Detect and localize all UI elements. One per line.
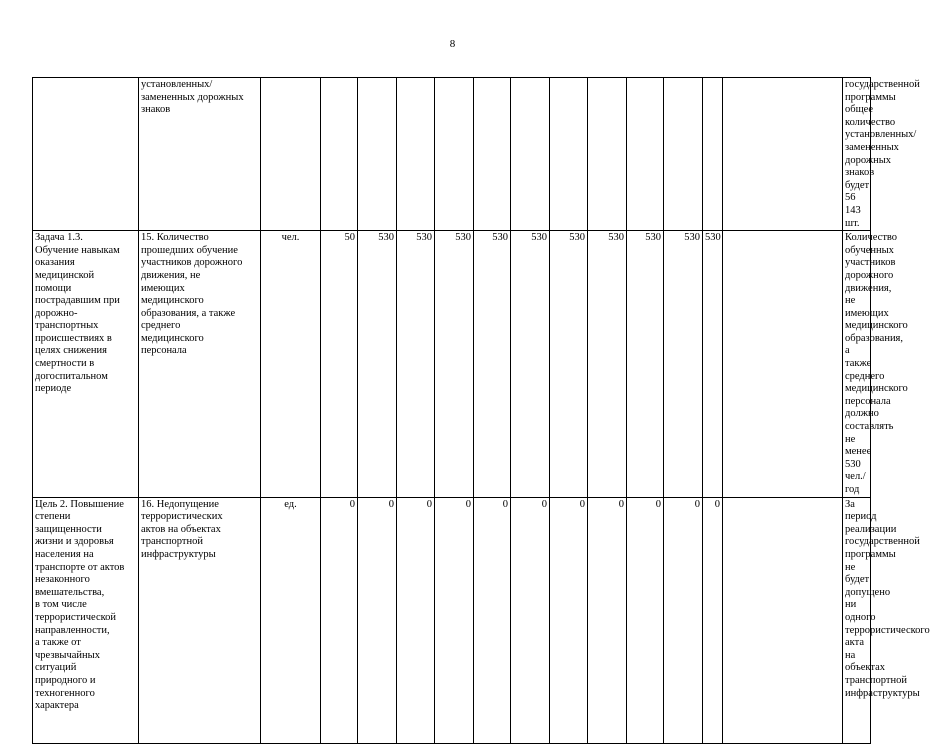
- goal-cell: Цель 2. Повышение степени защищенности жизни и здоровья населения на транспорте от актов незаконного вмешательства, в том числе террористической направленности, а также от чрезвычайных ситуаций природного и техногенного характера: [33, 497, 139, 743]
- unit-cell: ед.: [261, 497, 321, 743]
- value-cell: 0: [397, 497, 435, 743]
- value-cell: 0: [435, 497, 474, 743]
- note-cell: За период реализации государственной программы не будет допущено ни одного террористического акта на объектах транспортной инфраструктуры: [843, 497, 871, 743]
- indicator-cell: установленных/ замененных дорожных знаков: [139, 78, 261, 231]
- note-cell: государственной программы общее количество установленных/ замененных дорожных знаков будет 56 143 шт.: [843, 78, 871, 231]
- note-cell: Количество обученных участников дорожного движения, не имеющих медицинского образования, а также среднего медицинского персонала должно составлять не менее 530 чел./год: [843, 231, 871, 497]
- empty-cell: [723, 231, 843, 497]
- value-cell: [703, 78, 723, 231]
- unit-cell: [261, 78, 321, 231]
- value-cell: [397, 78, 435, 231]
- empty-cell: [723, 497, 843, 743]
- value-cell: 0: [358, 497, 397, 743]
- value-cell: [474, 78, 511, 231]
- table-row: [33, 231, 871, 497]
- value-cell: 0: [321, 497, 358, 743]
- page-number: 8: [449, 38, 456, 50]
- empty-cell: [723, 78, 843, 231]
- value-cell: [664, 78, 703, 231]
- indicator-cell: 16. Недопущение террористических актов на объектах транспортной инфраструктуры: [139, 497, 261, 743]
- value-cell: 530: [358, 231, 397, 497]
- value-cell: 0: [664, 497, 703, 743]
- value-cell: 530: [474, 231, 511, 497]
- value-cell: 530: [664, 231, 703, 497]
- value-cell: 530: [511, 231, 550, 497]
- value-cell: [627, 78, 664, 231]
- goal-cell: [33, 78, 139, 231]
- table-row: [33, 78, 871, 231]
- value-cell: 0: [511, 497, 550, 743]
- value-cell: 0: [474, 497, 511, 743]
- value-cell: 0: [550, 497, 588, 743]
- value-cell: 0: [588, 497, 627, 743]
- table-row: [33, 497, 871, 743]
- value-cell: [435, 78, 474, 231]
- unit-cell: чел.: [261, 231, 321, 497]
- goal-cell: Задача 1.3. Обучение навыкам оказания медицинской помощи пострадавшим при дорожно- транспортных происшествиях в целях снижения смертности в догоспитальном периоде: [33, 231, 139, 497]
- indicator-cell: 15. Количество прошедших обучение участников дорожного движения, не имеющих медицинского образования, а также среднего медицинского персонала: [139, 231, 261, 497]
- value-cell: 0: [627, 497, 664, 743]
- value-cell: 0: [703, 497, 723, 743]
- value-cell: 530: [703, 231, 723, 497]
- indicators-table: [32, 77, 930, 744]
- value-cell: 530: [435, 231, 474, 497]
- value-cell: [358, 78, 397, 231]
- value-cell: [550, 78, 588, 231]
- table-body: [33, 78, 930, 744]
- value-cell: 530: [588, 231, 627, 497]
- value-cell: 50: [321, 231, 358, 497]
- value-cell: 530: [397, 231, 435, 497]
- value-cell: 530: [550, 231, 588, 497]
- value-cell: [511, 78, 550, 231]
- value-cell: [321, 78, 358, 231]
- value-cell: [588, 78, 627, 231]
- value-cell: 530: [627, 231, 664, 497]
